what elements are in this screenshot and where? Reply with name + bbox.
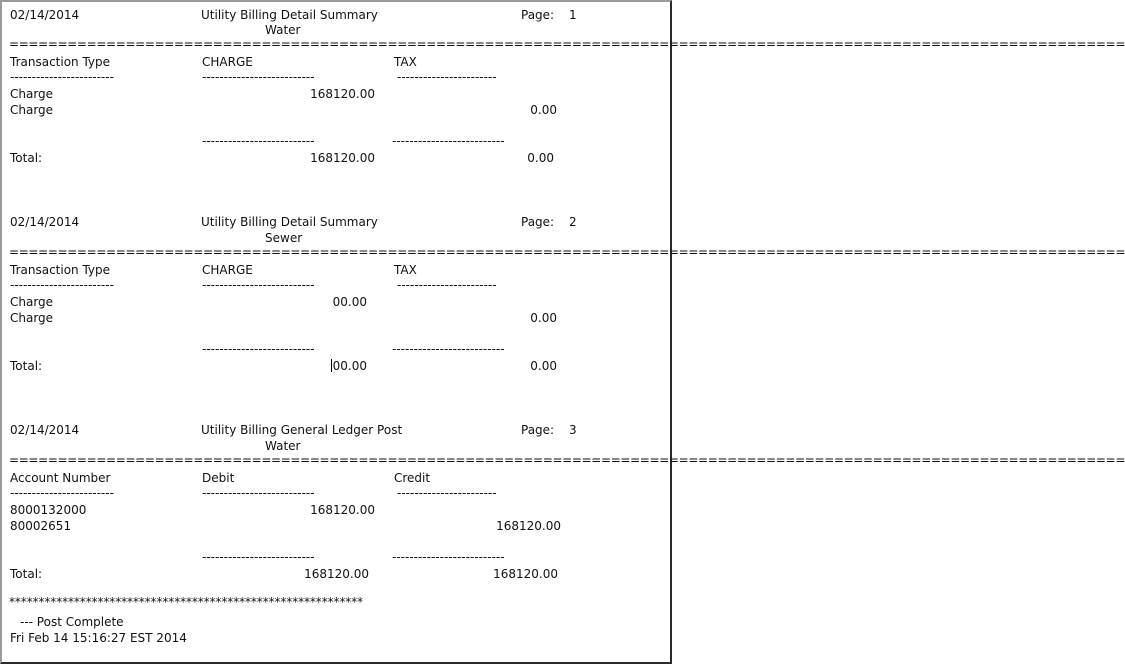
post-status: --- Post Complete <box>20 615 124 629</box>
column-rule: -------------------------- <box>392 342 505 356</box>
row-charge: 168120.00 <box>310 87 375 101</box>
total-debit: 168120.00 <box>304 567 369 581</box>
column-rule: -------------------------- <box>202 486 315 500</box>
total-label: Total: <box>10 567 43 581</box>
column-header: Account Number <box>10 471 111 485</box>
report-title: Utility Billing General Ledger Post <box>201 423 403 437</box>
page-label: Page: <box>521 8 555 22</box>
column-rule: -------------------------- <box>202 342 315 356</box>
column-rule: ------------------------ <box>10 486 114 500</box>
row-tax: 0.00 <box>530 103 557 117</box>
row-account: 80002651 <box>10 519 72 533</box>
post-timestamp: Fri Feb 14 15:16:27 EST 2014 <box>10 631 187 645</box>
column-header: TAX <box>394 55 417 69</box>
row-type: Charge <box>10 87 54 101</box>
column-rule: -------------------------- <box>202 550 315 564</box>
row-charge: 00.00 <box>332 295 367 309</box>
report-date: 02/14/2014 <box>10 423 80 437</box>
page-label: Page: <box>521 215 555 229</box>
report-date: 02/14/2014 <box>10 215 80 229</box>
column-rule: -------------------------- <box>392 550 505 564</box>
total-tax: 0.00 <box>530 359 557 373</box>
column-rule: ----------------------- <box>397 486 497 500</box>
double-rule: =================================================================================================================== <box>9 37 1125 51</box>
row-type: Charge <box>10 103 54 117</box>
column-rule: ----------------------- <box>397 278 497 292</box>
column-rule: -------------------------- <box>202 278 315 292</box>
page-number: 1 <box>569 8 577 22</box>
double-rule: =================================================================================================================== <box>9 453 1125 467</box>
report-title: Utility Billing Detail Summary <box>201 215 378 229</box>
report-subtitle: Water <box>265 23 301 37</box>
column-header: CHARGE <box>202 263 253 277</box>
row-type: Charge <box>10 311 54 325</box>
column-header: Debit <box>202 471 235 485</box>
row-account: 8000132000 <box>10 503 87 517</box>
row-type: Charge <box>10 295 54 309</box>
column-header: Transaction Type <box>10 263 111 277</box>
column-header: TAX <box>394 263 417 277</box>
report-subtitle: Sewer <box>265 231 303 245</box>
row-tax: 0.00 <box>530 311 557 325</box>
row-debit: 168120.00 <box>310 503 375 517</box>
report-subtitle: Water <box>265 439 301 453</box>
column-rule: -------------------------- <box>202 134 315 148</box>
page-label: Page: <box>521 423 555 437</box>
column-header: Transaction Type <box>10 55 111 69</box>
column-rule: -------------------------- <box>202 70 315 84</box>
page-number: 3 <box>569 423 577 437</box>
column-rule: ------------------------ <box>10 70 114 84</box>
total-tax: 0.00 <box>527 151 554 165</box>
column-rule: ----------------------- <box>397 70 497 84</box>
page-number: 2 <box>569 215 577 229</box>
total-charge: 00.00 <box>332 359 367 373</box>
total-charge: 168120.00 <box>310 151 375 165</box>
total-credit: 168120.00 <box>493 567 558 581</box>
column-header: CHARGE <box>202 55 253 69</box>
column-rule: ------------------------ <box>10 278 114 292</box>
row-credit: 168120.00 <box>496 519 561 533</box>
total-label: Total: <box>10 359 43 373</box>
total-label: Total: <box>10 151 43 165</box>
column-rule: -------------------------- <box>392 134 505 148</box>
report-title: Utility Billing Detail Summary <box>201 8 378 22</box>
asterisk-rule: ************************************************************ <box>9 595 364 609</box>
column-header: Credit <box>394 471 431 485</box>
double-rule: =================================================================================================================== <box>9 245 1125 259</box>
report-date: 02/14/2014 <box>10 8 80 22</box>
